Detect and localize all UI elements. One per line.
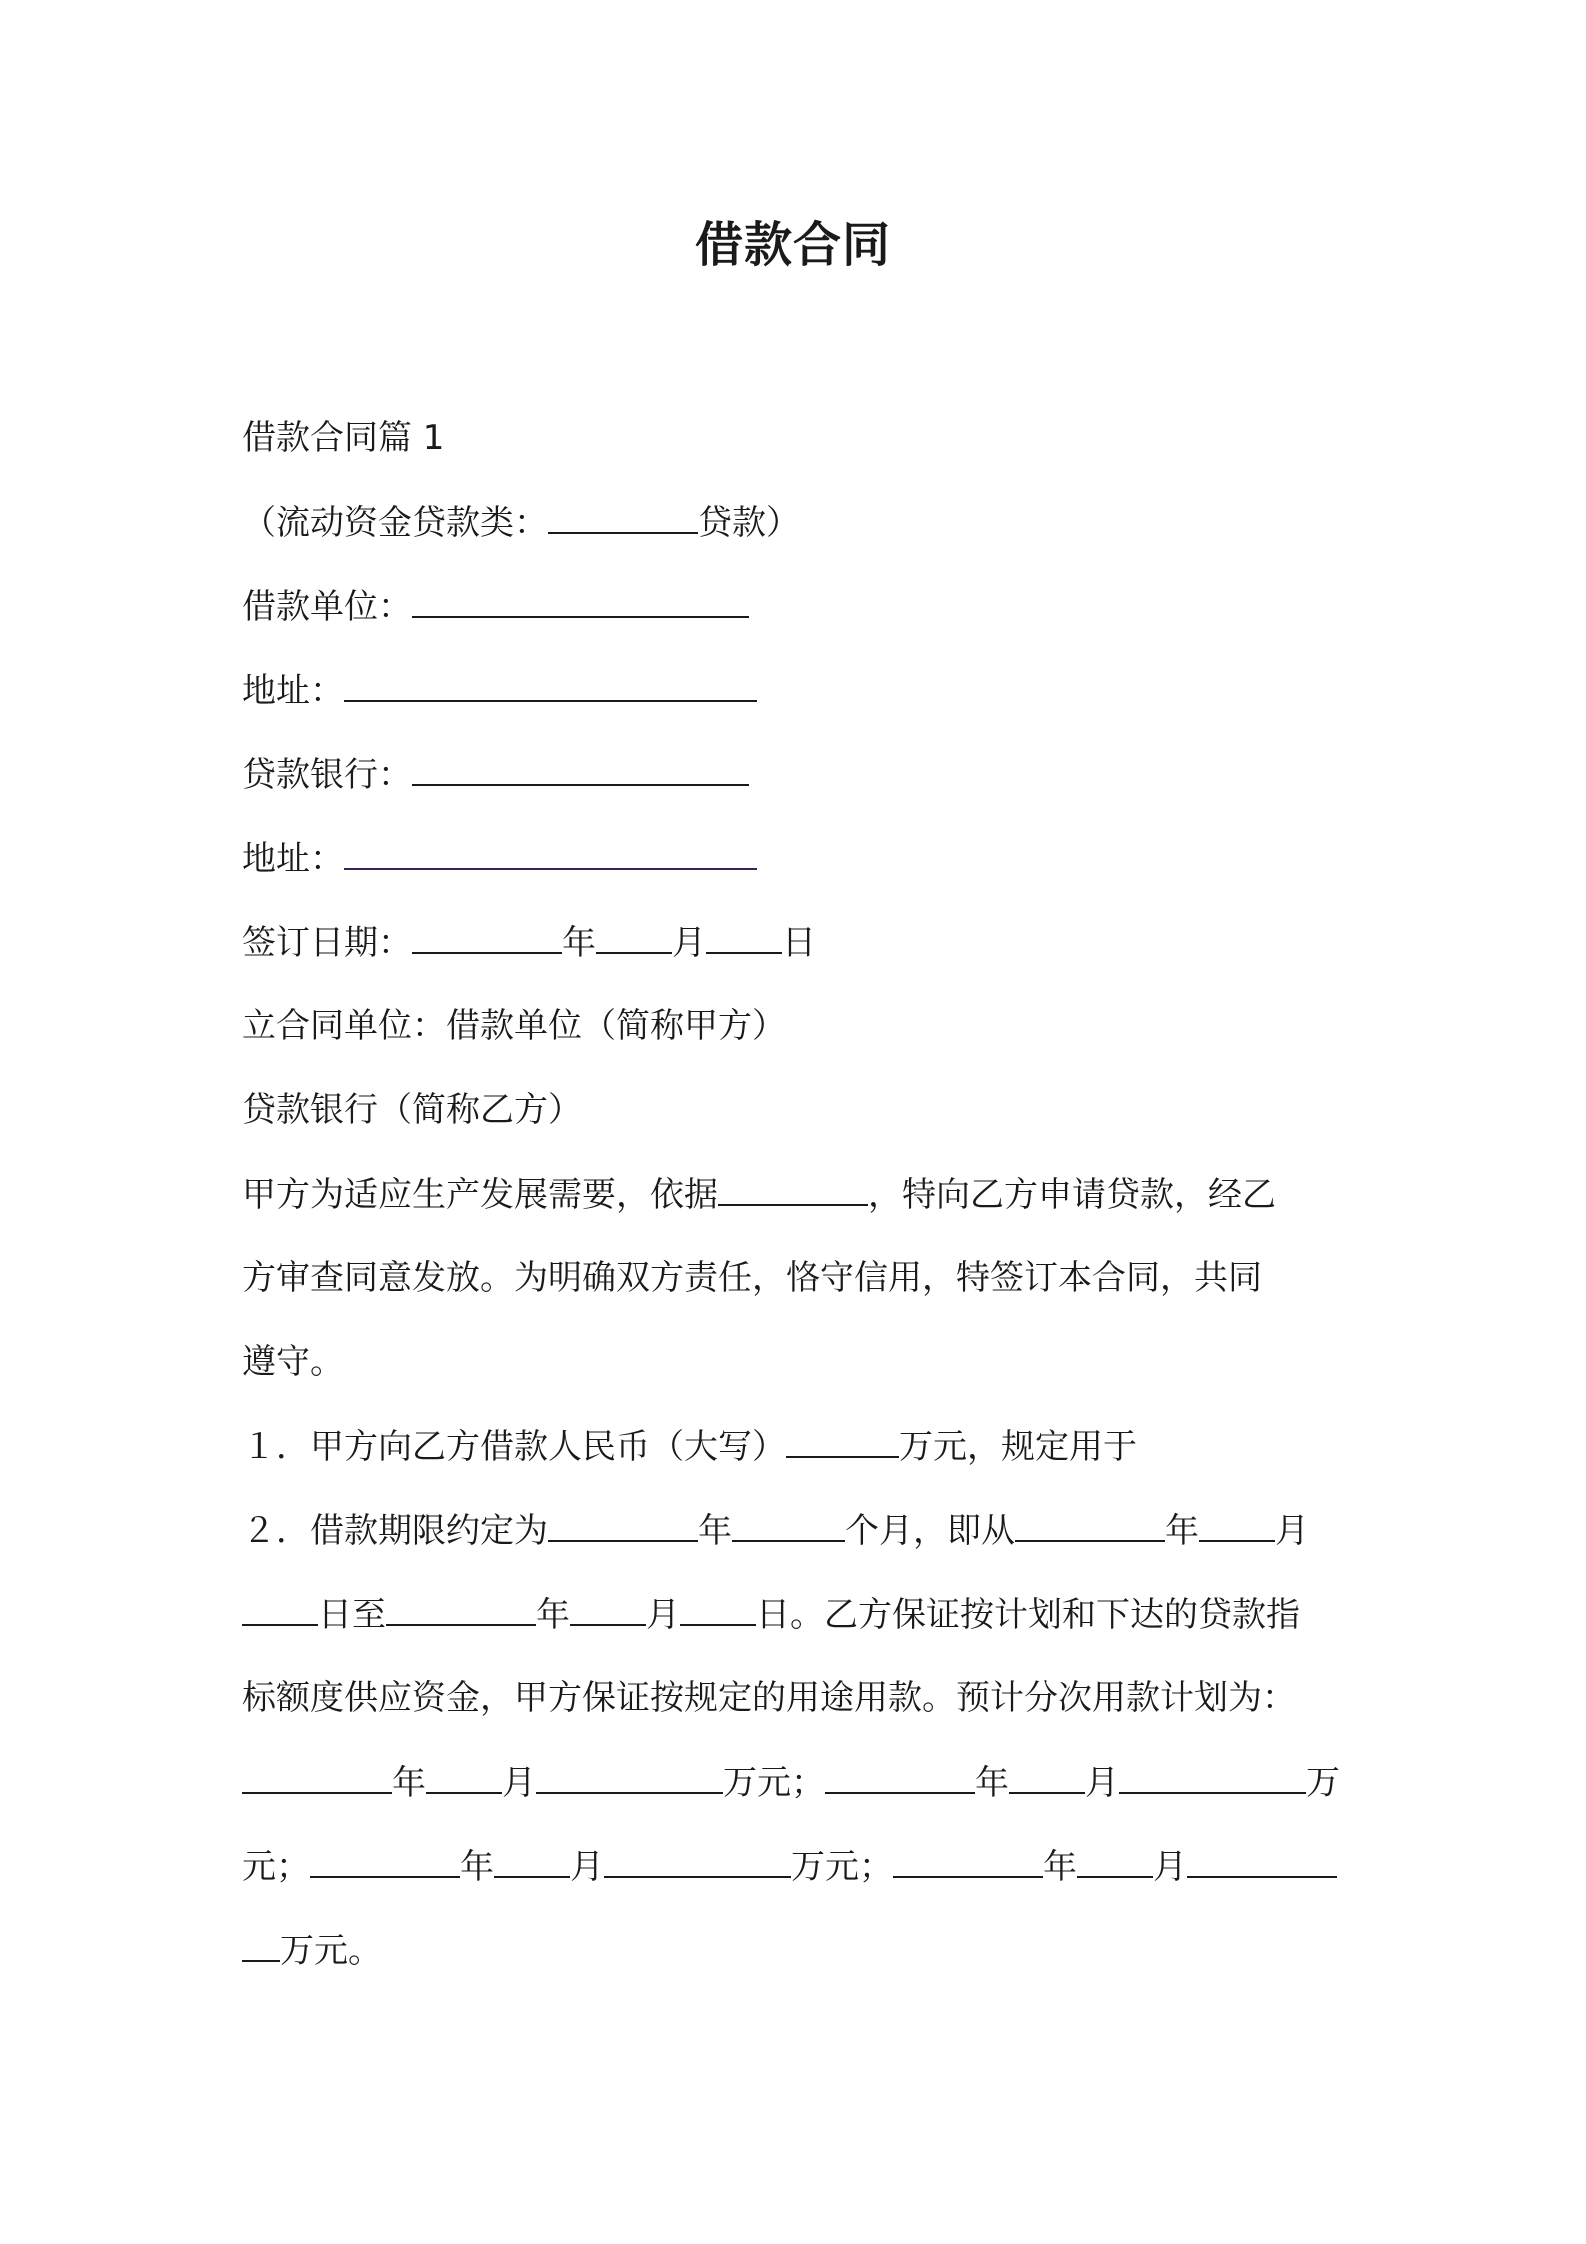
year-label: 年 <box>562 923 596 963</box>
lender-address-blank[interactable] <box>344 828 757 870</box>
section-heading: 借款合同篇 1 <box>242 418 445 458</box>
borrower-address-line <box>242 660 757 721</box>
end-month-blank[interactable] <box>570 1584 646 1626</box>
amount-unit-label: 万元。 <box>280 1931 382 1971</box>
clause-2-line-4 <box>242 1752 1340 1813</box>
loan-type-prefix: （流动资金贷款类： <box>242 503 548 543</box>
plan-year-blank[interactable] <box>310 1836 460 1878</box>
end-day-blank[interactable] <box>680 1584 756 1626</box>
month-label: 月 <box>1085 1763 1119 1803</box>
plan-month-blank[interactable] <box>494 1836 570 1878</box>
parties-line-1: 立合同单位：借款单位（简称甲方） <box>242 1006 786 1046</box>
preamble-line-3: 遵守。 <box>242 1342 344 1382</box>
plan-amount-blank[interactable] <box>1119 1752 1306 1794</box>
borrower-unit-blank[interactable] <box>412 576 749 618</box>
amount-unit-label: 万元； <box>791 1847 893 1887</box>
term-years-blank[interactable] <box>548 1500 698 1542</box>
start-day-blank[interactable] <box>242 1584 318 1626</box>
plan-month-blank[interactable] <box>1009 1752 1085 1794</box>
amount-unit-label: 万元； <box>723 1763 825 1803</box>
lender-address-line <box>242 828 757 889</box>
sign-date-line <box>242 912 816 973</box>
months-from-label: 个月，即从 <box>845 1511 1015 1551</box>
day-label: 日 <box>782 923 816 963</box>
preamble-text-b: ，特向乙方申请贷款，经乙 <box>868 1175 1276 1215</box>
clause-2-line-5 <box>242 1836 1337 1897</box>
term-months-blank[interactable] <box>732 1500 845 1542</box>
month-label: 月 <box>1153 1847 1187 1887</box>
loan-amount-blank[interactable] <box>786 1416 899 1458</box>
borrower-address-label: 地址： <box>242 671 344 711</box>
clause-2-line-6 <box>242 1920 382 1981</box>
lender-bank-label: 贷款银行： <box>242 755 412 795</box>
day-to-label: 日至 <box>318 1595 386 1635</box>
year-label: 年 <box>392 1763 426 1803</box>
plan-year-blank[interactable] <box>893 1836 1043 1878</box>
plan-amount-blank[interactable] <box>536 1752 723 1794</box>
document-title: 借款合同 <box>694 217 891 273</box>
amount-unit-label: 元； <box>242 1847 310 1887</box>
year-label: 年 <box>698 1511 732 1551</box>
clause-2-line-2 <box>242 1584 1300 1645</box>
start-month-blank[interactable] <box>1199 1500 1275 1542</box>
year-label: 年 <box>460 1847 494 1887</box>
borrower-address-blank[interactable] <box>344 660 757 702</box>
preamble-line-1 <box>242 1164 1276 1225</box>
preamble-line-2: 方审查同意发放。为明确双方责任，恪守信用，特签订本合同，共同 <box>242 1258 1262 1298</box>
sign-day-blank[interactable] <box>706 912 782 954</box>
lender-bank-line <box>242 744 749 805</box>
sign-date-label: 签订日期： <box>242 923 412 963</box>
plan-month-blank[interactable] <box>426 1752 502 1794</box>
month-label: 月 <box>646 1595 680 1635</box>
loan-type-suffix: 贷款） <box>698 503 800 543</box>
end-year-blank[interactable] <box>386 1584 536 1626</box>
clause-2-line-1 <box>242 1500 1309 1561</box>
year-label: 年 <box>1043 1847 1077 1887</box>
basis-blank[interactable] <box>718 1164 868 1206</box>
plan-amount-blank[interactable] <box>604 1836 791 1878</box>
month-label: 月 <box>502 1763 536 1803</box>
lender-bank-blank[interactable] <box>412 744 749 786</box>
borrower-unit-line <box>242 576 749 637</box>
plan-amount-blank-continued[interactable] <box>242 1920 280 1962</box>
clause-1-text-a: １．甲方向乙方借款人民币（大写） <box>242 1427 786 1467</box>
loan-type-line <box>242 492 800 553</box>
plan-year-blank[interactable] <box>242 1752 392 1794</box>
month-label: 月 <box>570 1847 604 1887</box>
amount-unit-label: 万 <box>1306 1763 1340 1803</box>
clause-2-text: ２．借款期限约定为 <box>242 1511 548 1551</box>
plan-amount-blank[interactable] <box>1187 1836 1337 1878</box>
clause-1-text-b: 万元，规定用于 <box>899 1427 1137 1467</box>
lender-address-label: 地址： <box>242 839 344 879</box>
year-label: 年 <box>975 1763 1009 1803</box>
plan-month-blank[interactable] <box>1077 1836 1153 1878</box>
parties-line-2: 贷款银行（简称乙方） <box>242 1090 582 1130</box>
clause-2-line-3: 标额度供应资金，甲方保证按规定的用途用款。预计分次用款计划为： <box>242 1678 1296 1718</box>
year-label: 年 <box>1165 1511 1199 1551</box>
year-label: 年 <box>536 1595 570 1635</box>
clause-1 <box>242 1416 1137 1477</box>
month-label: 月 <box>1275 1511 1309 1551</box>
sign-year-blank[interactable] <box>412 912 562 954</box>
preamble-text-a: 甲方为适应生产发展需要，依据 <box>242 1175 718 1215</box>
start-year-blank[interactable] <box>1015 1500 1165 1542</box>
clause-2-text: 日。乙方保证按计划和下达的贷款指 <box>756 1595 1300 1635</box>
borrower-unit-label: 借款单位： <box>242 587 412 627</box>
sign-month-blank[interactable] <box>596 912 672 954</box>
plan-year-blank[interactable] <box>825 1752 975 1794</box>
loan-type-blank[interactable] <box>548 492 698 534</box>
month-label: 月 <box>672 923 706 963</box>
